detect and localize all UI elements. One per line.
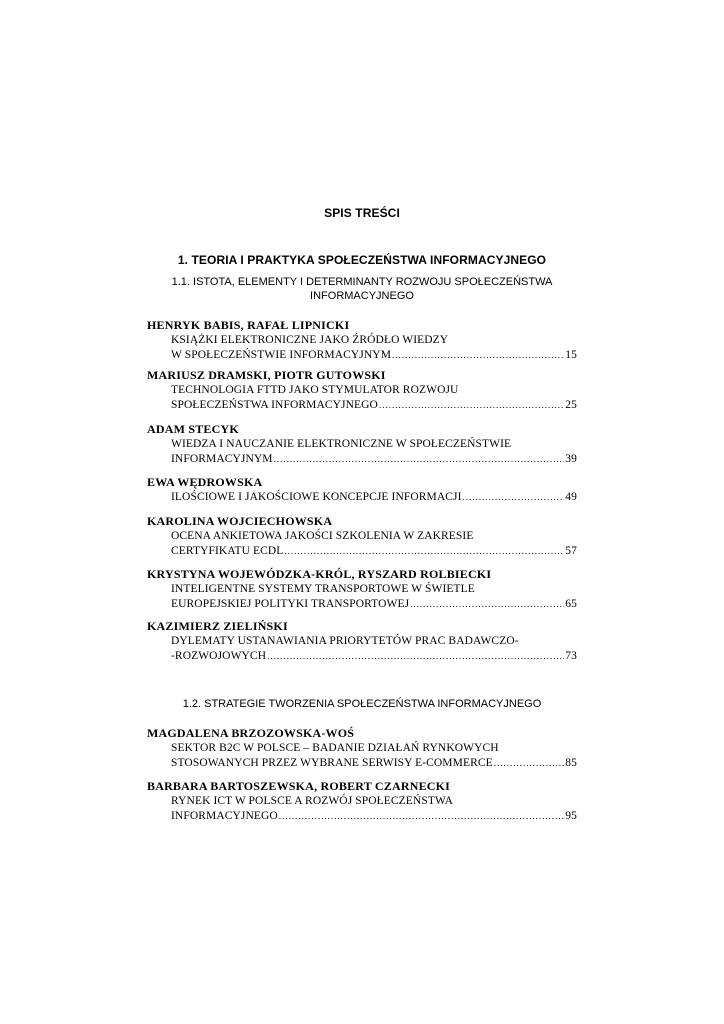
dot-leader xyxy=(284,544,564,559)
entry-authors: HENRYK BABIS, RAFAŁ LIPNICKI xyxy=(147,318,350,332)
dot-leader xyxy=(410,597,564,612)
entry-authors: EWA WĘDROWSKA xyxy=(147,475,263,489)
toc-entry[interactable] xyxy=(147,318,577,363)
entry-title-line2: EUROPEJSKIEJ POLITYKI TRANSPORTOWEJ xyxy=(171,598,410,610)
entry-authors: KAROLINA WOJCIECHOWSKA xyxy=(147,514,333,528)
entry-title xyxy=(171,437,577,467)
entry-page-number: 25 xyxy=(565,399,577,411)
entry-title-line2: SPOŁECZEŃSTWA INFORMACYJNEGO xyxy=(171,399,378,411)
entry-page-number: 85 xyxy=(565,757,577,769)
entry-title xyxy=(171,741,577,771)
entry-title-line2: W SPOŁECZEŃSTWIE INFORMACYJNYM xyxy=(171,349,392,361)
entry-title-line2: -ROZWOJOWYCH xyxy=(171,650,267,662)
entry-title-line1: RYNEK ICT W POLSCE A ROZWÓJ SPOŁECZEŃSTWA xyxy=(171,795,454,807)
dot-leader xyxy=(494,756,565,771)
entry-title-line1: TECHNOLOGIA FTTD JAKO STYMULATOR ROZWOJU xyxy=(171,384,459,396)
section-1-1-heading-line2: INFORMACYJNEGO xyxy=(310,290,414,302)
dot-leader xyxy=(392,348,564,363)
entry-title-line1: DYLEMATY USTANAWIANIA PRIORYTETÓW PRAC BADAWCZO- xyxy=(171,635,519,647)
entry-authors: ADAM STECYK xyxy=(147,422,239,436)
toc-title: SPIS TREŚCI xyxy=(324,206,400,220)
toc-entry[interactable] xyxy=(147,779,577,824)
entry-title xyxy=(171,794,577,824)
entry-page-number: 15 xyxy=(565,349,577,361)
entry-title-line1: INTELIGENTNE SYSTEMY TRANSPORTOWE W ŚWIETLE xyxy=(171,583,475,595)
dot-leader xyxy=(267,649,564,664)
entry-page-number: 39 xyxy=(565,453,577,465)
entry-title xyxy=(171,333,577,363)
toc-entry[interactable] xyxy=(147,514,577,559)
section-1-1-heading-line1: 1.1. ISTOTA, ELEMENTY I DETERMINANTY ROZWOJU SPOŁECZEŃSTWA xyxy=(171,276,553,288)
entry-title xyxy=(171,383,577,413)
dot-leader xyxy=(379,398,564,413)
entry-title-line2: ILOŚCIOWE I JAKOŚCIOWE KONCEPCJE INFORMACJI xyxy=(171,491,462,503)
entry-authors: BARBARA BARTOSZEWSKA, ROBERT CZARNECKI xyxy=(147,779,451,793)
entry-page-number: 49 xyxy=(565,491,577,503)
entry-title-line1: WIEDZA I NAUCZANIE ELEKTRONICZNE W SPOŁECZEŃSTWIE xyxy=(171,438,512,450)
entry-authors: MARIUSZ DRAMSKI, PIOTR GUTOWSKI xyxy=(147,368,386,382)
entry-title-line2: INFORMACYJNYM xyxy=(171,453,273,465)
entry-page-number: 65 xyxy=(565,598,577,610)
entry-title-line2: STOSOWANYCH PRZEZ WYBRANE SERWISY E-COMMERCE xyxy=(171,757,493,769)
entry-title xyxy=(171,634,577,664)
entry-authors: KAZIMIERZ ZIELIŃSKI xyxy=(147,619,288,633)
part-1-heading: 1. TEORIA I PRAKTYKA SPOŁECZEŃSTWA INFORMACYJNEGO xyxy=(177,253,547,267)
entry-authors: MAGDALENA BRZOZOWSKA-WOŚ xyxy=(147,726,355,740)
toc-entry[interactable] xyxy=(147,619,577,664)
entry-page-number: 95 xyxy=(565,810,577,822)
entry-title-line1: SEKTOR B2C W POLSCE – BADANIE DZIAŁAŃ RYNKOWYCH xyxy=(171,742,499,754)
section-1-2-heading: 1.2. STRATEGIE TWORZENIA SPOŁECZEŃSTWA INFORMACYJNEGO xyxy=(182,698,542,710)
entry-authors: KRYSTYNA WOJEWÓDZKA-KRÓL, RYSZARD ROLBIECKI xyxy=(147,567,492,581)
dot-leader xyxy=(274,452,565,467)
toc-entry[interactable] xyxy=(147,726,577,771)
entry-title xyxy=(171,529,577,559)
entry-page-number: 57 xyxy=(565,545,577,557)
entry-title xyxy=(171,490,577,505)
toc-entry[interactable] xyxy=(147,368,577,413)
entry-title-line2: INFORMACYJNEGO xyxy=(171,810,278,822)
toc-entry[interactable] xyxy=(147,567,577,612)
toc-entry[interactable] xyxy=(147,475,577,505)
entry-page-number: 73 xyxy=(565,650,577,662)
toc-entry[interactable] xyxy=(147,422,577,467)
dot-leader xyxy=(463,490,565,505)
entry-title-line1: OCENA ANKIETOWA JAKOŚCI SZKOLENIA W ZAKRESIE xyxy=(171,530,474,542)
entry-title-line2: CERTYFIKATU ECDL xyxy=(171,545,284,557)
section-1-1-heading xyxy=(157,275,567,303)
dot-leader xyxy=(279,809,564,824)
entry-title xyxy=(171,582,577,612)
entry-title-line1: KSIĄŻKI ELEKTRONICZNE JAKO ŹRÓDŁO WIEDZY xyxy=(171,334,449,346)
